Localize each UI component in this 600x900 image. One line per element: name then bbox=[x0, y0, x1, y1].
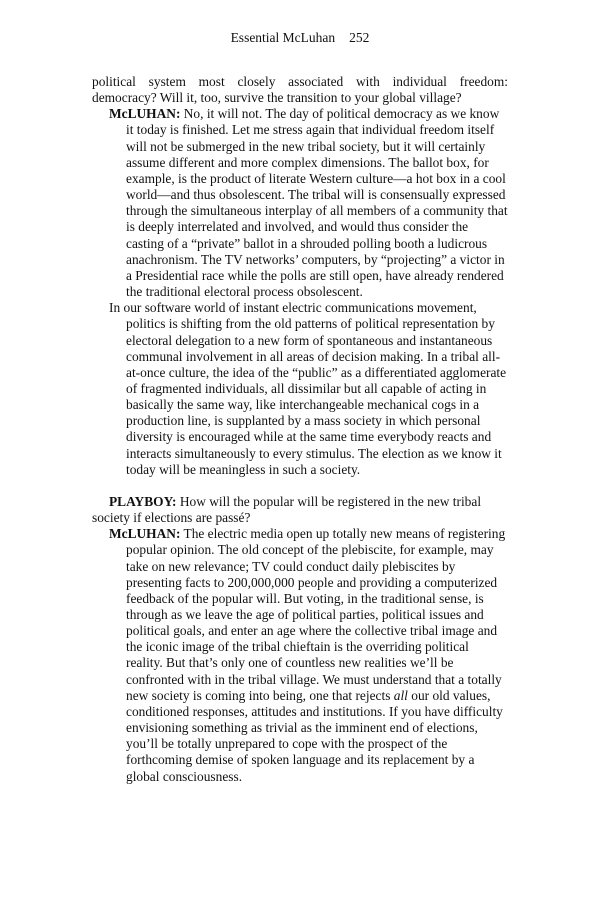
mcluhan-answer-2 bbox=[92, 526, 508, 785]
page-number: 252 bbox=[349, 30, 370, 45]
speaker-label: PLAYBOY: bbox=[109, 493, 177, 509]
emphasis-word: all bbox=[393, 687, 408, 703]
page-body bbox=[92, 74, 508, 785]
playboy-question bbox=[92, 494, 508, 526]
speaker-label: McLUHAN: bbox=[109, 106, 181, 122]
answer-text: No, it will not. The day of political democracy as we know it today is finished. Let me stress again that individual freedom itself will not be submerged in the new tribal society, but it will certainly assume different and more complex dimensions. The ballot box, for example, is the product of literate Western culture—a hot box in a cool world—and thus obsolescent. The tribal will is consensually expressed through the simultaneous interplay of all members of a community that is deeply interrelated and involved, and would thus consider the casting of a “private” ballot in a shrouded polling booth a ludicrous anachronism. The TV networks’ computers, by “projecting” a victor in a Presidential race while the polls are still open, have already rendered the traditional electoral process obsolescent. bbox=[126, 106, 508, 300]
mcluhan-answer-1 bbox=[92, 106, 508, 300]
answer-paragraph-2: In our software world of instant electric communications movement, politics is shifting from the old patterns of political representation by electoral delegation to a new form of spontaneous and instantaneous communal involvement in all areas of decision making. In a tribal all-at-once culture, the idea of the “public” as a differentiated agglomerate of fragmented individuals, all dissimilar but all capable of acting in basically the same way, like interchangeable mechanical cogs in a production line, is supplanted by a mass society in which personal diversity is encouraged while at the same time everybody reacts and interacts simultaneously to every stimulus. The election as we know it today will be meaningless in such a society. bbox=[109, 300, 507, 477]
book-title: Essential McLuhan bbox=[230, 30, 336, 45]
answer-text-part-1: The electric media open up totally new means of registering popular opinion. The old concept of the plebiscite, for example, may take on new relevance; TV could conduct daily plebiscites by presenting facts to 200,000,000 people and providing a computerized feedback of the popular will. But voting, in the traditional sense, is through as we leave the age of political parties, political issues and political goals, and enter an age where the collective tribal image and the iconic image of the tribal chieftain is the overriding political reality. But that’s only one of countless new realities we’ll be confronted with in the tribal village. We must understand that a totally new society is coming into being, one that rejects bbox=[126, 526, 506, 703]
speaker-label: McLUHAN: bbox=[109, 526, 181, 542]
running-header bbox=[0, 30, 600, 46]
question-text: How will the popular will be registered in the new tribal society if elections are passé? bbox=[92, 493, 482, 526]
answer-text-part-2: our old values, conditioned responses, attitudes and institutions. If you have difficulty envisioning something as trivial as the imminent end of elections, you’ll be totally unprepared to cope with the prospect of the forthcoming demise of spoken language and its replacement by a global consciousness. bbox=[126, 687, 503, 784]
continuation-paragraph: political system most closely associated with individual freedom: democracy? Will it, too, survive the transition to your global village? bbox=[92, 74, 508, 106]
